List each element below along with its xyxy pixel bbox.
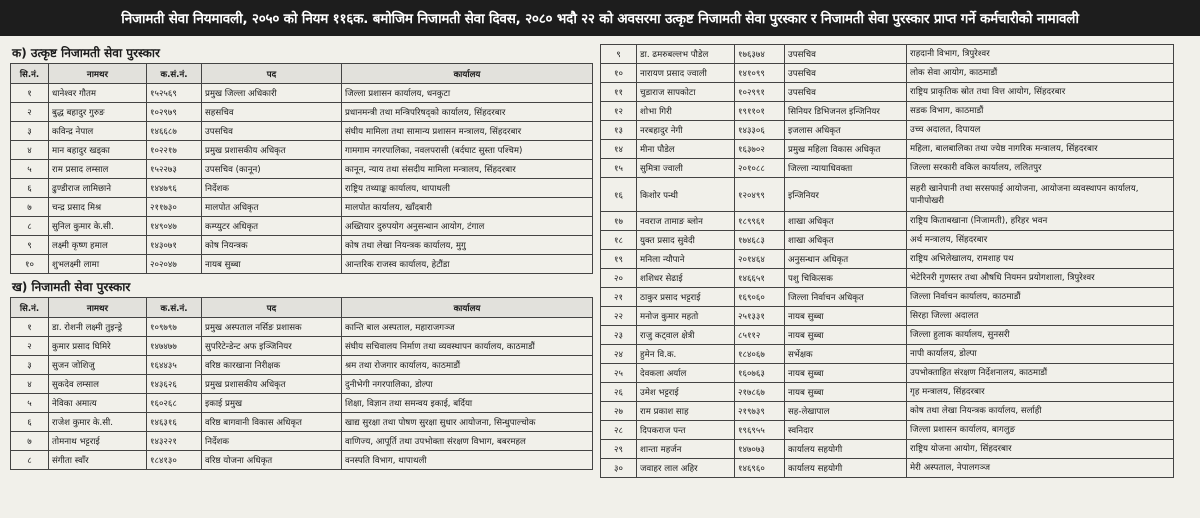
cell-post: मालपोत अधिकृत [202, 198, 342, 217]
cell-post: कार्यालय सहयोगी [785, 459, 907, 478]
table-row [601, 383, 1174, 402]
cell-ksn: १८४१३० [147, 451, 202, 470]
cell-office: उपभोक्ताहित संरक्षण निर्देशनालय, काठमाडौं [907, 364, 1174, 383]
cell-sn: २२ [601, 307, 637, 326]
cell-ksn: २०१०८८ [735, 159, 785, 178]
cell-office: वनस्पति विभाग, थापाथली [342, 451, 593, 470]
header-office: कार्यालय [342, 64, 593, 84]
cell-post: इकाई प्रमुख [202, 394, 342, 413]
cell-ksn: १६३७०२ [735, 140, 785, 159]
cell-office: अर्थ मन्त्रालय, सिंहदरबार [907, 231, 1174, 250]
cell-name: चुडाराज सापकोटा [637, 83, 735, 102]
table-row [11, 103, 593, 122]
cell-sn: २ [11, 337, 49, 356]
cell-name: मीना पौडेल [637, 140, 735, 159]
cell-ksn: १६९०६० [735, 288, 785, 307]
section-a-rows [11, 84, 593, 274]
cell-ksn: १४९०४७ [147, 217, 202, 236]
cell-office: शिक्षा, विज्ञान तथा समन्वय इकाई, बर्दिया [342, 394, 593, 413]
cell-name: ठाकुर प्रसाद भट्टराई [637, 288, 735, 307]
cell-ksn: १४६६८७ [147, 122, 202, 141]
cell-sn: २५ [601, 364, 637, 383]
cell-name: नेविका अमात्य [49, 394, 147, 413]
cell-post: निर्देशक [202, 179, 342, 198]
cell-name: शशिधर सेढाई [637, 269, 735, 288]
cell-ksn: १९११०१ [735, 102, 785, 121]
cell-post: वरिष्ठ कारखाना निरीक्षक [202, 356, 342, 375]
cell-ksn: १७६३७४ [735, 45, 785, 64]
cell-office: सिरहा जिल्ला अदालत [907, 307, 1174, 326]
cell-post: नायब सुब्बा [785, 364, 907, 383]
table-row [11, 432, 593, 451]
cell-name: शुभलक्ष्मी लामा [49, 255, 147, 274]
cell-post: पशु चिकित्सक [785, 269, 907, 288]
cell-ksn: २१७८६७ [735, 383, 785, 402]
cell-name: युक्त प्रसाद सुवेदी [637, 231, 735, 250]
cell-post: अनुसन्धान अधिकृत [785, 250, 907, 269]
cell-office: जिल्ला प्रशासन कार्यालय, बागलुङ [907, 421, 1174, 440]
cell-office: राष्ट्रिय किताबखाना (निजामती), हरिहर भवन [907, 212, 1174, 231]
cell-office: कोष तथा लेखा नियन्त्रक कार्यालय, सर्लाही [907, 402, 1174, 421]
cell-name: डा. ढमरुबल्लभ पौडेल [637, 45, 735, 64]
table-row [11, 160, 593, 179]
cell-name: शोभा गिरी [637, 102, 735, 121]
table-row [11, 356, 593, 375]
cell-sn: २४ [601, 345, 637, 364]
cell-sn: ६ [11, 413, 49, 432]
cell-ksn: १४७०७३ [735, 440, 785, 459]
cell-office: आन्तरिक राजस्व कार्यालय, हेटौंडा [342, 255, 593, 274]
cell-office: महिला, बालबालिका तथा ज्येष्ठ नागरिक मन्त्रालय, सिंहदरबार [907, 140, 1174, 159]
cell-office: कान्ति बाल अस्पताल, महाराजगञ्ज [342, 318, 593, 337]
cell-office: श्रम तथा रोजगार कार्यालय, काठमाडौं [342, 356, 593, 375]
cell-post: कम्प्युटर अधिकृत [202, 217, 342, 236]
cell-name: ढुण्डीराज लामिछाने [49, 179, 147, 198]
table-row [11, 198, 593, 217]
header-name: नामथर [49, 298, 147, 318]
cell-ksn: २५१३३१ [735, 307, 785, 326]
cell-post: नायब सुब्बा [202, 255, 342, 274]
section-b-right-rows [601, 45, 1174, 478]
table-row [601, 440, 1174, 459]
cell-post: सहसचिव [202, 103, 342, 122]
cell-sn: १५ [601, 159, 637, 178]
table-row [601, 83, 1174, 102]
cell-office: गामगाम नगरपालिका, नवलपरासी (बर्दघाट सुस्ता पश्चिम) [342, 141, 593, 160]
cell-name: मनोज कुमार महतो [637, 307, 735, 326]
cell-ksn: २१९७३९ [735, 402, 785, 421]
table-row [601, 64, 1174, 83]
cell-ksn: १७४६८३ [735, 231, 785, 250]
cell-name: तोमनाथ भट्टराई [49, 432, 147, 451]
table-row [601, 326, 1174, 345]
table-row [601, 102, 1174, 121]
document-title: निजामती सेवा नियमावली, २०५० को नियम ११६क. बमोजिम निजामती सेवा दिवस, २०८० भदौ २२ को अवसरमा उत्कृष्ट निजामती सेवा पुरस्कार र निजामती सेवा पुरस्कार प्राप्त गर्ने कर्मचारीको नामावली [0, 0, 1200, 36]
cell-post: प्रमुख अस्पताल नर्सिङ प्रशासक [202, 318, 342, 337]
cell-post: शाखा अधिकृत [785, 231, 907, 250]
cell-ksn: १४६६५१ [735, 269, 785, 288]
cell-name: सुजन जोशिजु [49, 356, 147, 375]
cell-office: मेरी अस्पताल, नेपालगञ्ज [907, 459, 1174, 478]
cell-office: दुनीभेगी नगरपालिका, डोल्पा [342, 375, 593, 394]
cell-name: नवराज तामाङ ब्लोन [637, 212, 735, 231]
cell-name: मनिला न्यौपाने [637, 250, 735, 269]
table-row [11, 217, 593, 236]
header-ksn: क.सं.नं. [147, 64, 202, 84]
cell-name: राम प्रसाद लम्साल [49, 160, 147, 179]
cell-office: जिल्ला हुलाक कार्यालय, सुनसरी [907, 326, 1174, 345]
cell-name: धानेश्वर गौतम [49, 84, 147, 103]
cell-post: निर्देशक [202, 432, 342, 451]
cell-office: मालपोत कार्यालय, खाँदबारी [342, 198, 593, 217]
cell-ksn: १४१०९९ [735, 64, 785, 83]
cell-name: राजु कट्वाल क्षेत्री [637, 326, 735, 345]
table-row [11, 179, 593, 198]
cell-office: जिल्ला सरकारी वकिल कार्यालय, ललितपुर [907, 159, 1174, 178]
table-row [11, 236, 593, 255]
cell-office: राष्ट्रिय तथ्याङ्क कार्यालय, थापाथली [342, 179, 593, 198]
cell-name: बुद्ध बहादुर गुरुङ [49, 103, 147, 122]
cell-name: नारायण प्रसाद ज्वाली [637, 64, 735, 83]
cell-post: उपसचिव [202, 122, 342, 141]
cell-name: हुमेन वि.क. [637, 345, 735, 364]
cell-office: राहदानी विभाग, त्रिपुरेश्वर [907, 45, 1174, 64]
cell-ksn: १४६३१६ [147, 413, 202, 432]
cell-ksn: १६४४३५ [147, 356, 202, 375]
cell-office: संघीय सचिवालय निर्माण तथा व्यवस्थापन कार्यालय, काठमाडौं [342, 337, 593, 356]
cell-post: सिनियर डिभिजनल इन्जिनियर [785, 102, 907, 121]
cell-sn: १० [601, 64, 637, 83]
section-b-right-table [600, 44, 1174, 478]
cell-post: कोष नियन्त्रक [202, 236, 342, 255]
cell-ksn: १५२५६९ [147, 84, 202, 103]
table-row [11, 122, 593, 141]
cell-name: जवाहर लाल अहिर [637, 459, 735, 478]
cell-sn: ४ [11, 375, 49, 394]
table-row [601, 45, 1174, 64]
table-row [11, 394, 593, 413]
cell-sn: २८ [601, 421, 637, 440]
cell-ksn: १०९७९७ [147, 318, 202, 337]
cell-name: डा. रोशनी लक्ष्मी तुइन्ड्रे [49, 318, 147, 337]
table-row [11, 451, 593, 470]
cell-sn: २३ [601, 326, 637, 345]
table-row [601, 212, 1174, 231]
cell-office: भेटेरिनरी गुणस्तर तथा औषधि नियमन प्रयोगशाला, त्रिपुरेश्वर [907, 269, 1174, 288]
cell-post: वरिष्ठ योजना अधिकृत [202, 451, 342, 470]
cell-name: राम प्रकाश साह [637, 402, 735, 421]
cell-name: शान्ता महर्जन [637, 440, 735, 459]
table-row [601, 364, 1174, 383]
cell-ksn: १९६९५५ [735, 421, 785, 440]
header-office: कार्यालय [342, 298, 593, 318]
cell-sn: १९ [601, 250, 637, 269]
cell-sn: ७ [11, 198, 49, 217]
cell-sn: ५ [11, 394, 49, 413]
cell-ksn: १४४७९६ [147, 179, 202, 198]
cell-ksn: २११७३० [147, 198, 202, 217]
cell-sn: १० [11, 255, 49, 274]
cell-office: जिल्ला प्रशासन कार्यालय, धनकुटा [342, 84, 593, 103]
cell-name: देवकला अर्याल [637, 364, 735, 383]
cell-ksn: १५२२७३ [147, 160, 202, 179]
cell-office: राष्ट्रिय प्राकृतिक स्रोत तथा वित्त आयोग, सिंहदरबार [907, 83, 1174, 102]
cell-sn: ९ [11, 236, 49, 255]
cell-post: उपसचिव (कानून) [202, 160, 342, 179]
cell-post: उपसचिव [785, 45, 907, 64]
header-post: पद [202, 64, 342, 84]
cell-name: लक्ष्मी कृष्ण हमाल [49, 236, 147, 255]
cell-sn: ४ [11, 141, 49, 160]
cell-office: उच्च अदालत, दिपायल [907, 121, 1174, 140]
cell-sn: ५ [11, 160, 49, 179]
cell-office: गृह मन्त्रालय, सिंहदरबार [907, 383, 1174, 402]
table-row [11, 413, 593, 432]
cell-name: चन्द्र प्रसाद मिश्र [49, 198, 147, 217]
cell-office: लोक सेवा आयोग, काठमाडौं [907, 64, 1174, 83]
table-row [601, 459, 1174, 478]
cell-post: नायब सुब्बा [785, 383, 907, 402]
section-b-title: ख) निजामती सेवा पुरस्कार [12, 280, 131, 294]
cell-office: सहरी खानेपानी तथा सरसफाई आयोजना, आयोजना व्यवस्थापन कार्यालय, पानीपोखरी [907, 178, 1174, 212]
cell-office: प्रधानमन्त्री तथा मन्त्रिपरिषद्को कार्यालय, सिंहदरबार [342, 103, 593, 122]
cell-office: राष्ट्रिय अभिलेखालय, रामशाह पथ [907, 250, 1174, 269]
cell-post: प्रमुख जिल्ला अधिकारी [202, 84, 342, 103]
section-a-table [10, 63, 593, 274]
table-row [601, 159, 1174, 178]
cell-post: प्रमुख प्रशासकीय अधिकृत [202, 375, 342, 394]
left-column [10, 44, 593, 470]
cell-office: संघीय मामिला तथा सामान्य प्रशासन मन्त्रालय, सिंहदरबार [342, 122, 593, 141]
header-post: पद [202, 298, 342, 318]
cell-sn: २६ [601, 383, 637, 402]
cell-post: शाखा अधिकृत [785, 212, 907, 231]
cell-post: नायब सुब्बा [785, 326, 907, 345]
cell-office: वाणिज्य, आपूर्ति तथा उपभोक्ता संरक्षण विभाग, बबरमहल [342, 432, 593, 451]
cell-sn: ३ [11, 356, 49, 375]
table-row [11, 375, 593, 394]
cell-sn: २९ [601, 440, 637, 459]
header-sn: सि.नं. [11, 64, 49, 84]
table-row [11, 141, 593, 160]
cell-sn: ३० [601, 459, 637, 478]
section-a-title: क) उत्कृष्ट निजामती सेवा पुरस्कार [12, 46, 160, 60]
cell-name: संगीता स्वाँर [49, 451, 147, 470]
cell-sn: १३ [601, 121, 637, 140]
table-row [11, 255, 593, 274]
cell-sn: ७ [11, 432, 49, 451]
cell-name: किशोर पन्थी [637, 178, 735, 212]
cell-sn: १ [11, 84, 49, 103]
header-sn: सि.नं. [11, 298, 49, 318]
cell-name: सुकदेव लम्साल [49, 375, 147, 394]
cell-office: राष्ट्रिय योजना आयोग, सिंहदरबार [907, 440, 1174, 459]
table-row [601, 421, 1174, 440]
cell-name: राजेश कुमार के.सी. [49, 413, 147, 432]
cell-sn: १८ [601, 231, 637, 250]
cell-name: सुनिल कुमार के.सी. [49, 217, 147, 236]
cell-office: कोष तथा लेखा नियन्त्रक कार्यालय, मुगु [342, 236, 593, 255]
table-row [11, 337, 593, 356]
cell-ksn: १४७४७७ [147, 337, 202, 356]
cell-post: इन्जिनियर [785, 178, 907, 212]
cell-office: सडक विभाग, काठमाडौं [907, 102, 1174, 121]
cell-post: प्रमुख प्रशासकीय अधिकृत [202, 141, 342, 160]
cell-post: जिल्ला निर्वाचन अधिकृत [785, 288, 907, 307]
header-name: नामथर [49, 64, 147, 84]
table-row [601, 250, 1174, 269]
cell-ksn: १२०४९९ [735, 178, 785, 212]
cell-post: इजलास अधिकृत [785, 121, 907, 140]
cell-sn: ११ [601, 83, 637, 102]
table-row [601, 140, 1174, 159]
cell-ksn: १०२२१७ [147, 141, 202, 160]
cell-office: कानून, न्याय तथा संसदीय मामिला मन्त्रालय, सिंहदरबार [342, 160, 593, 179]
cell-sn: २० [601, 269, 637, 288]
cell-post: जिल्ला न्यायाधिवक्ता [785, 159, 907, 178]
cell-sn: २ [11, 103, 49, 122]
cell-name: कुमार प्रसाद घिमिरे [49, 337, 147, 356]
cell-ksn: १४३३०६ [735, 121, 785, 140]
cell-ksn: २०२०४७ [147, 255, 202, 274]
cell-sn: १२ [601, 102, 637, 121]
cell-post: सर्भेक्षक [785, 345, 907, 364]
cell-sn: ३ [11, 122, 49, 141]
section-b-left-rows [11, 318, 593, 470]
cell-office: अख्तियार दुरुपयोग अनुसन्धान आयोग, टंगाल [342, 217, 593, 236]
cell-name: कविन्द्र नेपाल [49, 122, 147, 141]
right-column [600, 44, 1174, 478]
cell-ksn: १८९९६१ [735, 212, 785, 231]
cell-sn: १ [11, 318, 49, 337]
table-row [601, 231, 1174, 250]
cell-ksn: १०२९७९ [147, 103, 202, 122]
cell-sn: ६ [11, 179, 49, 198]
cell-sn: २७ [601, 402, 637, 421]
table-row [11, 84, 593, 103]
table-row [601, 178, 1174, 212]
cell-sn: १६ [601, 178, 637, 212]
cell-ksn: ८५११२ [735, 326, 785, 345]
cell-sn: ९ [601, 45, 637, 64]
cell-post: उपसचिव [785, 83, 907, 102]
cell-ksn: १४३२२१ [147, 432, 202, 451]
cell-ksn: २०१४६४ [735, 250, 785, 269]
cell-post: वरिष्ठ बागवानी विकास अधिकृत [202, 413, 342, 432]
cell-sn: ८ [11, 217, 49, 236]
cell-ksn: १६०७६३ [735, 364, 785, 383]
cell-name: मान बहादुर खड्का [49, 141, 147, 160]
table-row [601, 307, 1174, 326]
cell-post: कार्यालय सहयोगी [785, 440, 907, 459]
cell-post: नायब सुब्बा [785, 307, 907, 326]
cell-post: प्रमुख महिला विकास अधिकृत [785, 140, 907, 159]
cell-name: उमेश भट्टराई [637, 383, 735, 402]
cell-office: खाद्य सुरक्षा तथा पोषण सुरक्षा सुधार आयोजना, सिन्धुपाल्चोक [342, 413, 593, 432]
cell-post: स्वनिदार [785, 421, 907, 440]
cell-ksn: १८४०६७ [735, 345, 785, 364]
cell-ksn: १४६९६० [735, 459, 785, 478]
cell-name: दिपकराज पन्त [637, 421, 735, 440]
cell-sn: २१ [601, 288, 637, 307]
cell-office: नापी कार्यालय, डोल्पा [907, 345, 1174, 364]
table-row [601, 121, 1174, 140]
cell-ksn: १४३०७१ [147, 236, 202, 255]
cell-sn: १७ [601, 212, 637, 231]
table-row [601, 288, 1174, 307]
cell-sn: १४ [601, 140, 637, 159]
table-row [601, 402, 1174, 421]
section-b-left-table [10, 297, 593, 470]
cell-ksn: १०२९९१ [735, 83, 785, 102]
header-ksn: क.सं.नं. [147, 298, 202, 318]
cell-name: नरबहादुर नेगी [637, 121, 735, 140]
table-row [601, 345, 1174, 364]
cell-post: सुपरिटेन्डेन्ट अफ इञ्जिनियर [202, 337, 342, 356]
table-row [601, 269, 1174, 288]
cell-ksn: १६०२६८ [147, 394, 202, 413]
cell-sn: ८ [11, 451, 49, 470]
table-row [11, 318, 593, 337]
cell-ksn: १४३६२६ [147, 375, 202, 394]
cell-post: सह-लेखापाल [785, 402, 907, 421]
cell-office: जिल्ला निर्वाचन कार्यालय, काठमाडौं [907, 288, 1174, 307]
cell-name: सुमित्रा ज्वाली [637, 159, 735, 178]
cell-post: उपसचिव [785, 64, 907, 83]
